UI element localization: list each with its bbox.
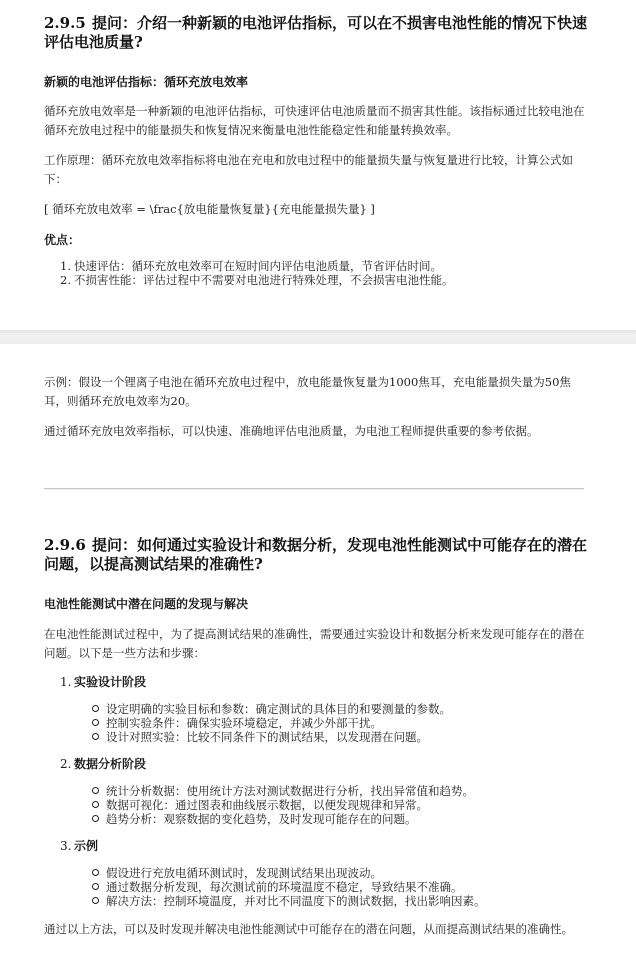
list-item: [92, 716, 592, 730]
list-item: [60, 259, 590, 273]
list-item: [92, 812, 592, 826]
conclusion-paragraph: 通过循环充放电效率指标，可以快速、准确地评估电池质量，为电池工程师提供重要的参考依据。: [44, 424, 539, 438]
list-item-text: 假设进行充放电循环测试时，发现测试结果出现波动。: [106, 866, 382, 880]
intro-paragraph: 在电池性能测试过程中，为了提高测试结果的准确性，需要通过实验设计和数据分析来发现可能存在的潜在问题。以下是一些方法和步骤：: [44, 627, 585, 660]
list-item-text: 统计分析数据：使用统计方法对测试数据进行分析，找出异常值和趋势。: [106, 784, 474, 798]
group-number: 2.: [60, 757, 72, 771]
item-text: 评估过程中不需要对电池进行特殊处理，不会损害电池性能。: [143, 273, 454, 287]
example-paragraph: [44, 373, 592, 411]
bullet-icon: [92, 787, 99, 794]
item-number: 1.: [60, 259, 71, 273]
section-title-text: 提问：介绍一种新颖的电池评估指标，可以在不损害电池性能的情况下快速评估电池质量?: [44, 14, 588, 51]
item-term: 不损害性能：: [74, 273, 143, 287]
group-title: [60, 674, 146, 690]
list-item-text: 设定明确的实验目标和参数：确定测试的具体目的和要测量的参数。: [106, 702, 451, 716]
intro-paragraph: 循环充放电效率是一种新颖的电池评估指标，可快速评估电池质量而不损害其性能。该指标通过比较电池在循环充放电过程中的能量损失和恢复情况来衡量电池性能稳定性和能量转换效率。: [44, 104, 585, 137]
group-title-text: 数据分析阶段: [74, 757, 147, 771]
group-list: [92, 866, 592, 908]
list-item: [92, 784, 592, 798]
section-number: 2.9.6: [44, 536, 86, 554]
section-number: 2.9.5: [44, 14, 86, 32]
principle-text: 循环充放电效率指标将电池在充电和放电过程中的能量损失量与恢复量进行比较，计算公式如下：: [44, 153, 573, 186]
group-title: [60, 838, 98, 854]
group-number: 1.: [60, 675, 72, 689]
list-item-text: 数据可视化：通过图表和曲线展示数据，以便发现规律和异常。: [106, 798, 428, 812]
example-label: 示例：: [44, 375, 79, 389]
subheading: 新颖的电池评估指标：循环充放电效率: [44, 75, 249, 89]
list-item: [60, 273, 590, 287]
group-list: [92, 702, 592, 744]
list-item-text: 设计对照实验：比较不同条件下的测试结果，以发现潜在问题。: [106, 730, 428, 744]
section-title-2-9-6: [44, 536, 592, 574]
formula: [ 循环充放电效率 = \frac{放电能量恢复量}{充电能量损失量} ]: [44, 202, 375, 216]
bullet-icon: [92, 705, 99, 712]
list-item-text: 解决方法：控制环境温度，并对比不同温度下的测试数据，找出影响因素。: [106, 894, 486, 908]
list-item: [92, 866, 592, 880]
group-title-text: 实验设计阶段: [74, 675, 147, 689]
page-gap: [0, 330, 636, 344]
conclusion-paragraph: 通过以上方法，可以及时发现并解决电池性能测试中可能存在的潜在问题，从而提高测试结果的准确性。: [44, 922, 573, 936]
list-item: [92, 702, 592, 716]
bullet-icon: [92, 719, 99, 726]
item-term: 快速评估：: [74, 259, 132, 273]
group-number: 3.: [60, 839, 72, 853]
item-number: 2.: [60, 273, 71, 287]
section-title-text: 提问：如何通过实验设计和数据分析，发现电池性能测试中可能存在的潜在问题，以提高测试结果的准确性?: [44, 536, 588, 573]
item-text: 循环充放电效率可在短时间内评估电池质量，节省评估时间。: [131, 259, 442, 273]
principle-paragraph: [44, 151, 592, 189]
bullet-icon: [92, 815, 99, 822]
bullet-icon: [92, 869, 99, 876]
principle-label: 工作原理：: [44, 153, 102, 167]
group-list: [92, 784, 592, 826]
bullet-icon: [92, 883, 99, 890]
list-item-text: 通过数据分析发现，每次测试前的环境温度不稳定，导致结果不准确。: [106, 880, 463, 894]
list-item: [92, 880, 592, 894]
list-item: [92, 730, 592, 744]
group-title: [60, 756, 146, 772]
list-item-text: 趋势分析：观察数据的变化趋势，及时发现可能存在的问题。: [106, 812, 417, 826]
section-title-2-9-5: [44, 14, 592, 52]
list-item: [92, 798, 592, 812]
bullet-icon: [92, 733, 99, 740]
section-divider: [44, 488, 584, 490]
advantages-list: [60, 259, 590, 287]
list-item: [92, 894, 592, 908]
bullet-icon: [92, 801, 99, 808]
advantages-label: 优点：: [44, 233, 81, 247]
list-item-text: 控制实验条件：确保实验环境稳定，并减少外部干扰。: [106, 716, 382, 730]
subheading: 电池性能测试中潜在问题的发现与解决: [44, 597, 249, 611]
example-text: 假设一个锂离子电池在循环充放电过程中，放电能量恢复量为1000焦耳，充电能量损失量为50焦耳，则循环充放电效率为20。: [44, 375, 571, 408]
bullet-icon: [92, 897, 99, 904]
group-title-text: 示例: [74, 839, 99, 853]
